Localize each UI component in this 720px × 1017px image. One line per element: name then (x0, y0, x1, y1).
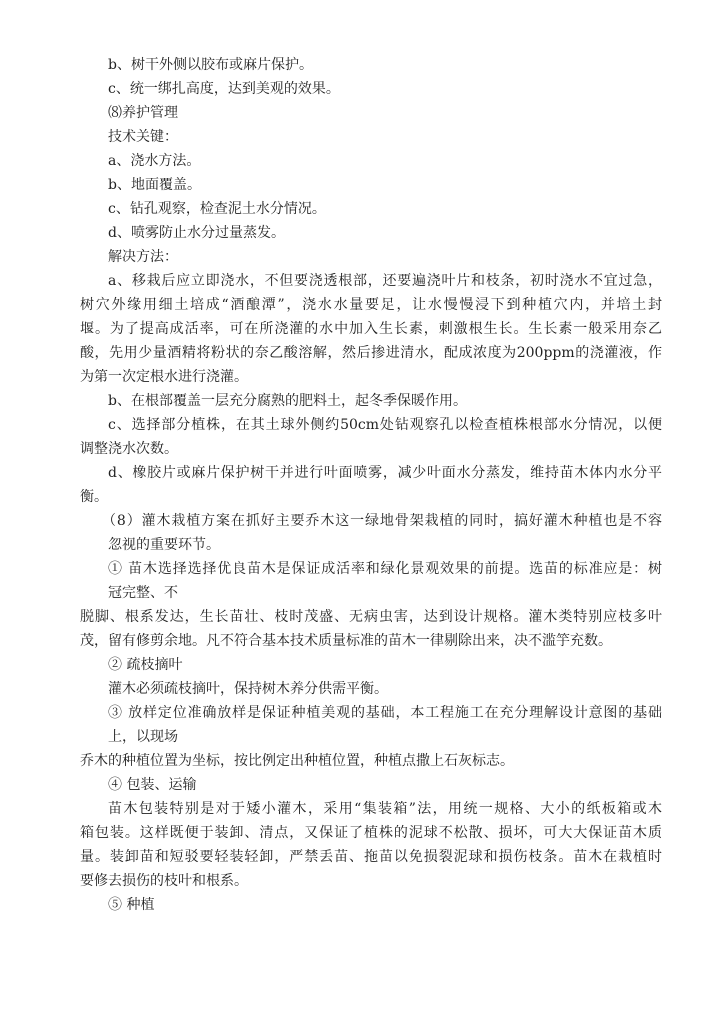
text-line: 脱脚、根系发达，生长苗壮、枝时茂盛、无病虫害，达到设计规格。灌木类特别应枝多叶 (80, 609, 662, 625)
text-line: a、移栽后应立即浇水，不但要浇透根部，还要遍浇叶片和枝条，初时浇水不宜过急， (108, 273, 662, 289)
text-line: c、统一绑扎高度，达到美观的效果。 (108, 81, 340, 97)
subheading: 技术关键： (108, 129, 178, 145)
text-line: 要修去损伤的枝叶和根系。 (80, 873, 248, 889)
text-line: 衡。 (80, 489, 108, 505)
text-line: b、在根部覆盖一层充分腐熟的肥料土，起冬季保暖作用。 (108, 393, 467, 409)
text-line: 冠完整、不 (108, 585, 178, 601)
text-line: 树穴外缘用细土培成“酒酿潭”，浇水水量要足，让水慢慢浸下到种植穴内，并培土封 (80, 297, 662, 313)
text-line: 茂，留有修剪余地。凡不符合基本技术质量标准的苗木一律剔除出来，决不滥竽充数。 (80, 633, 612, 649)
text-line: 上，以现场 (108, 729, 178, 745)
text-line: 乔木的种植位置为坐标，按比例定出种植位置，种植点撒上石灰标志。 (80, 753, 514, 769)
text-line: 调整浇水次数。 (80, 441, 178, 457)
text-line: d、橡胶片或麻片保护树干并进行叶面喷雾，减少叶面水分蒸发，维持苗木体内水分平 (108, 465, 662, 481)
text-line: a、浇水方法。 (108, 153, 201, 169)
subheading: ② 疏枝摘叶 (108, 657, 183, 673)
subheading: 解决方法： (108, 249, 178, 265)
text-line: 堰。为了提高成活率，可在所浇灌的水中加入生长素，刺激根生长。生长素一般采用奈乙 (80, 321, 662, 337)
subheading: ⑤ 种植 (108, 897, 155, 913)
section-heading: ⑻养护管理 (108, 105, 178, 121)
text-line: ③ 放样定位准确放样是保证种植美观的基础，本工程施工在充分理解设计意图的基础 (108, 705, 662, 721)
text-line: b、树干外侧以胶布或麻片保护。 (108, 57, 313, 73)
text-line: 为第一次定根水进行浇灌。 (80, 369, 248, 385)
text-line: 酸，先用少量酒精将粉状的奈乙酸溶解，然后掺进清水，配成浓度为200ppm的浇灌液，作 (80, 345, 662, 361)
text-line: 量。装卸苗和短驳要轻装轻卸，严禁丢苗、拖苗以免损裂泥球和损伤枝条。苗木在栽植时 (80, 849, 662, 865)
text-line: 忽视的重要环节。 (108, 537, 220, 553)
section-heading: （8）灌木栽植方案在抓好主要乔木这一绿地骨架栽植的同时，搞好灌木种植也是不容 (102, 513, 662, 529)
subheading: ④ 包装、运输 (108, 777, 197, 793)
text-line: 灌木必须疏枝摘叶，保持树木养分供需平衡。 (108, 681, 388, 697)
text-line: c、选择部分植株，在其土球外侧约50cm处钻观察孔以检查植株根部水分情况，以便 (108, 417, 662, 433)
text-line: 苗木包装特别是对于矮小灌木，采用“集装箱”法，用统一规格、大小的纸板箱或木 (108, 801, 662, 817)
text-line: ① 苗木选择选择优良苗木是保证成活率和绿化景观效果的前提。选苗的标准应是：树 (108, 561, 662, 577)
document-page (0, 53, 720, 917)
text-line: c、钻孔观察，检查泥土水分情况。 (108, 201, 326, 217)
text-line: b、地面覆盖。 (108, 177, 201, 193)
text-line: d、喷雾防止水分过量蒸发。 (108, 225, 285, 241)
text-line: 箱包装。这样既便于装卸、清点，又保证了植株的泥球不松散、损坏，可大大保证苗木质 (80, 825, 662, 841)
